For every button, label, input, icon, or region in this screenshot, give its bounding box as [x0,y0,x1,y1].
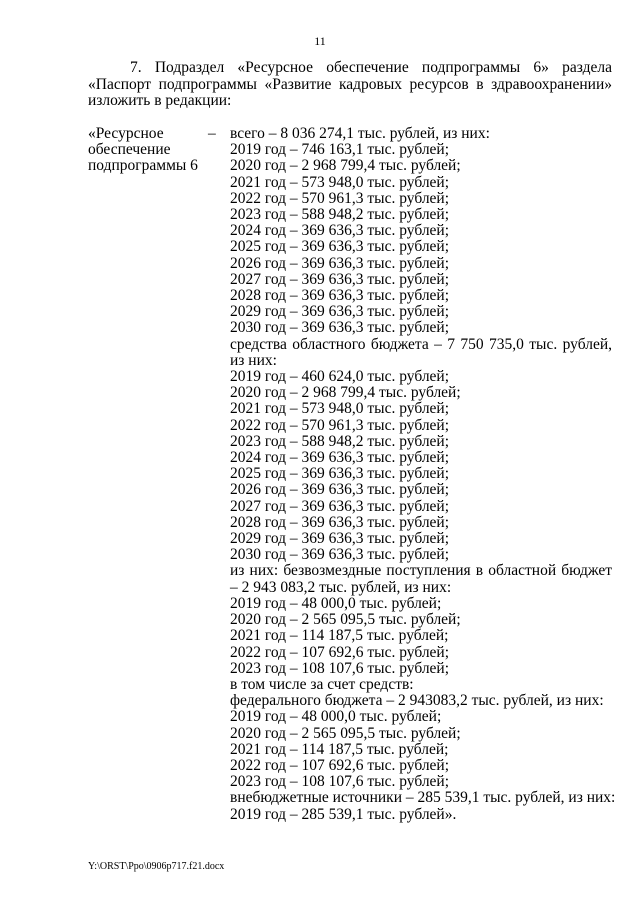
funding-line: 2025 год – 369 636,3 тыс. рублей; [230,238,450,256]
funding-line: федерального бюджета – 2 943083,2 тыс. рублей, из них: [230,692,604,710]
funding-line: 2022 год – 570 961,3 тыс. рублей; [230,189,450,207]
funding-line: 2023 год – 108 107,6 тыс. рублей; [230,659,450,677]
funding-line: 2023 год – 588 948,2 тыс. рублей; [230,432,450,450]
funding-line: 2022 год – 107 692,6 тыс. рублей; [230,643,450,661]
funding-line: 2026 год – 369 636,3 тыс. рублей; [230,254,450,272]
funding-line: 2023 год – 588 948,2 тыс. рублей; [230,206,450,224]
funding-line: 2019 год – 48 000,0 тыс. рублей; [230,594,442,612]
funding-line: 2027 год – 369 636,3 тыс. рублей; [230,497,450,515]
funding-line: 2021 год – 573 948,0 тыс. рублей; [230,400,450,418]
funding-line: 2021 год – 573 948,0 тыс. рублей; [230,173,450,191]
funding-line: 2022 год – 107 692,6 тыс. рублей; [230,756,450,774]
funding-line: внебюджетные источники – 285 539,1 тыс. рублей, из них: [230,789,616,807]
intro-paragraph [88,60,612,110]
funding-line: в том числе за счет средств: [230,675,414,693]
funding-line: 2025 год – 369 636,3 тыс. рублей; [230,465,450,483]
funding-line: 2019 год – 48 000,0 тыс. рублей; [230,708,442,726]
funding-line: 2023 год – 108 107,6 тыс. рублей; [230,773,450,791]
funding-line: 2024 год – 369 636,3 тыс. рублей; [230,449,450,467]
funding-line: 2030 год – 369 636,3 тыс. рублей; [230,546,450,564]
funding-line: всего – 8 036 274,1 тыс. рублей, из них: [230,125,490,142]
funding-line: 2028 год – 369 636,3 тыс. рублей; [230,287,450,305]
funding-line: 2021 год – 114 187,5 тыс. рублей; [230,627,449,645]
funding-line: 2019 год – 285 539,1 тыс. рублей». [230,805,457,823]
funding-list [230,125,616,823]
funding-line: 2021 год – 114 187,5 тыс. рублей; [230,740,449,758]
separator-dash: – [208,125,216,142]
funding-line: 2024 год – 369 636,3 тыс. рублей; [230,222,450,240]
funding-line: 2019 год – 460 624,0 тыс. рублей; [230,368,450,386]
funding-line: 2020 год – 2 968 799,4 тыс. рублей; [230,157,461,175]
intro-text: 7. Подраздел «Ресурсное обеспечение подпрограммы 6» раздела «Паспорт подпрограммы «Развитие кадровых ресурсов в здравоохранении» изложить в редакции: [88,59,612,109]
page-number: 11 [314,34,326,48]
funding-line: 2029 год – 369 636,3 тыс. рублей; [230,303,450,321]
funding-line: 2029 год – 369 636,3 тыс. рублей; [230,530,450,548]
funding-line: 2022 год – 570 961,3 тыс. рублей; [230,416,450,434]
funding-line: 2028 год – 369 636,3 тыс. рублей; [230,513,450,531]
footer-file-path: Y:\ORST\Ppo\0906p717.f21.docx [88,861,225,872]
funding-line: 2020 год – 2 565 095,5 тыс. рублей; [230,611,461,629]
funding-line: 2027 год – 369 636,3 тыс. рублей; [230,270,450,288]
funding-line: 2020 год – 2 968 799,4 тыс. рублей; [230,384,461,402]
resource-label-line: «Ресурсное [88,125,164,142]
funding-line: из них: безвозмездные поступления в областной бюджет – 2 943 083,2 тыс. рублей, из них: [230,562,612,596]
funding-line: средства областного бюджета – 7 750 735,0 тыс. рублей, из них: [230,335,612,369]
funding-line: 2030 год – 369 636,3 тыс. рублей; [230,319,450,337]
funding-line: 2026 год – 369 636,3 тыс. рублей; [230,481,450,499]
funding-line: 2019 год – 746 163,1 тыс. рублей; [230,141,450,159]
funding-line: 2020 год – 2 565 095,5 тыс. рублей; [230,724,461,742]
resource-label-line: обеспечение [88,141,171,159]
resource-label-line: подпрограммы 6 [88,157,198,175]
resource-label [88,126,208,175]
